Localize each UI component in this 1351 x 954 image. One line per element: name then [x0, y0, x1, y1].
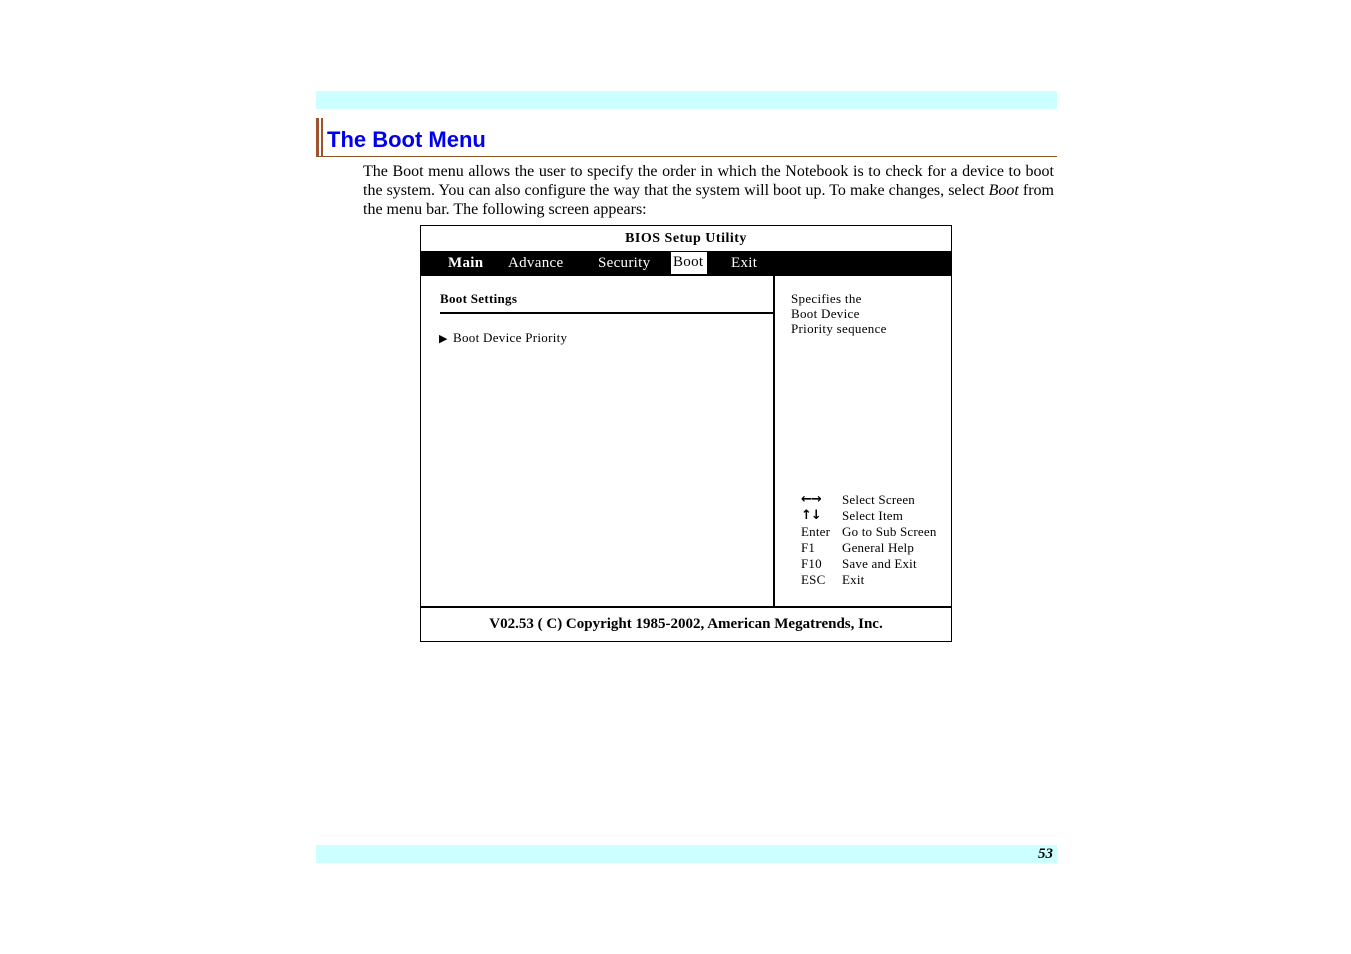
intro-text-2: from the menu bar. The following screen appears: — [363, 182, 1055, 218]
key-desc: Save and Exit — [842, 556, 917, 571]
menu-security[interactable]: Security — [598, 255, 651, 271]
left-right-arrows-icon: ←→ — [801, 492, 821, 507]
key-row — [801, 508, 937, 524]
page-title: The Boot Menu — [327, 127, 486, 152]
bios-help-pane — [773, 276, 951, 606]
heading-accent-bar — [316, 118, 319, 156]
key-name: F1 — [801, 540, 816, 555]
up-down-arrows-icon: ↑↓ — [801, 508, 821, 523]
key-row — [801, 556, 937, 572]
top-band — [316, 91, 1057, 109]
bios-left-pane — [421, 276, 773, 606]
bios-title: BIOS Setup Utility — [625, 231, 747, 246]
boot-settings-title: Boot Settings — [440, 291, 518, 306]
boot-device-priority-item[interactable]: Boot Device Priority — [453, 330, 568, 345]
key-row — [801, 572, 937, 588]
intro-text-1: The Boot menu allows the user to specify the order in which the Notebook is to check for a device to boot the system. You can also configure the way that the system will boot up. To make changes, select — [363, 163, 1054, 199]
key-row — [801, 524, 937, 540]
menu-exit[interactable]: Exit — [731, 255, 758, 271]
help-line: Specifies the — [791, 291, 862, 306]
key-legend — [801, 492, 937, 588]
key-name: Enter — [801, 524, 831, 539]
section-heading — [316, 118, 1057, 157]
submenu-arrow-icon: ▶ — [439, 333, 448, 345]
intro-paragraph — [363, 162, 1054, 219]
help-line: Priority sequence — [791, 321, 887, 336]
bios-screen — [420, 225, 952, 642]
key-desc: Select Item — [842, 508, 904, 523]
intro-emphasis: Boot — [988, 182, 1019, 199]
menu-advance[interactable]: Advance — [508, 255, 564, 271]
bios-menubar — [421, 251, 951, 276]
bios-copyright: V02.53 ( C) Copyright 1985-2002, American Megatrends, Inc. — [489, 616, 883, 632]
help-text — [791, 291, 887, 336]
key-desc: General Help — [842, 540, 915, 555]
key-row — [801, 492, 937, 508]
boot-settings-divider — [440, 312, 773, 314]
bottom-band — [316, 845, 1057, 863]
key-row — [801, 540, 937, 556]
key-name: ESC — [801, 572, 826, 587]
footer-divider — [421, 606, 951, 608]
page-number: 53 — [1038, 846, 1053, 862]
key-desc: Select Screen — [842, 492, 915, 507]
key-name: F10 — [801, 556, 822, 571]
menu-boot[interactable]: Boot — [671, 252, 707, 274]
help-line: Boot Device — [791, 306, 860, 321]
key-desc: Exit — [842, 572, 865, 587]
heading-accent-bar-thin — [321, 118, 323, 156]
key-desc: Go to Sub Screen — [842, 524, 937, 539]
menu-main[interactable]: Main — [448, 255, 484, 271]
